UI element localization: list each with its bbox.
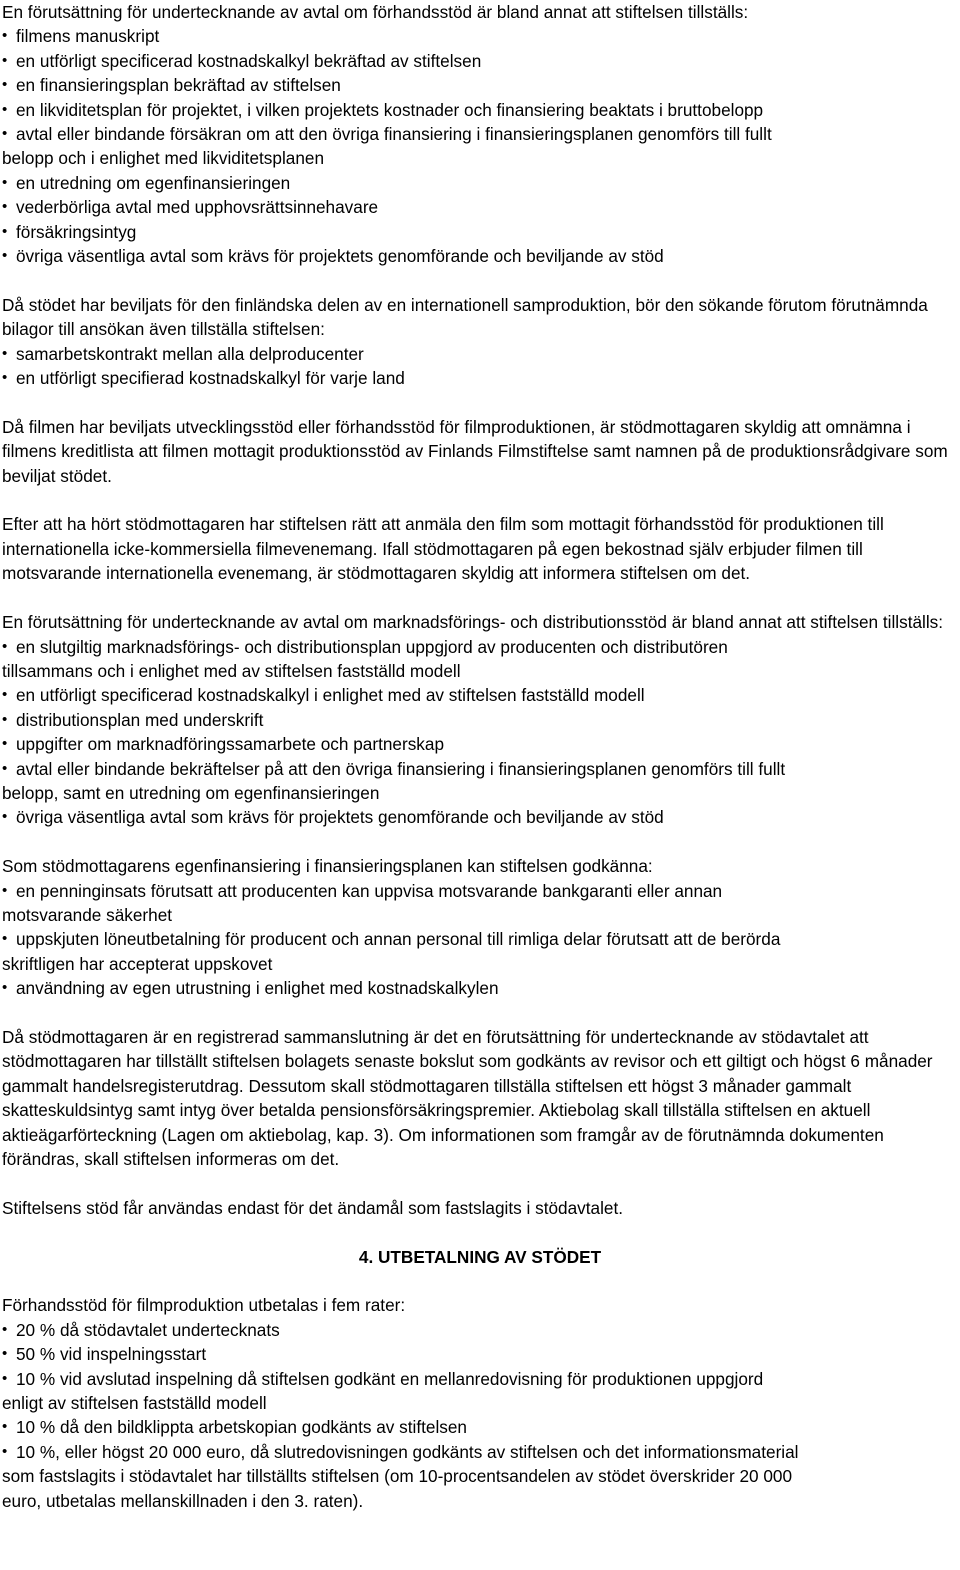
bullet-icon: • (2, 1369, 8, 1387)
paragraph-support-usage: Stiftelsens stöd får användas endast för det ändamål som fastslagits i stödavtalet. (2, 1197, 623, 1218)
list-item-continuation: motsvarande säkerhet (2, 904, 173, 925)
list-item: • en utförligt specifierad kostnadskalkyl för varje land (2, 366, 958, 390)
bullet-icon: • (2, 247, 8, 265)
bullet-icon: • (2, 735, 8, 753)
list-item: • samarbetskontrakt mellan alla delproducenter (2, 342, 958, 366)
bullet-icon: • (2, 51, 8, 69)
list-item-continuation: som fastslagits i stödavtalet har tillställts stiftelsen (om 10-procentsandelen av stödet överskrider 20 000 (2, 1466, 793, 1487)
bullet-icon: • (2, 881, 8, 899)
list-item: • en utförligt specificerad kostnadskalkyl i enlighet med av stiftelsen fastställd modell (2, 683, 958, 707)
list-item: • användning av egen utrustning i enlighet med kostnadskalkylen (2, 976, 958, 1000)
list-item: • 10 % då den bildklippta arbetskopian godkänts av stiftelsen (2, 1415, 958, 1439)
list-item: • försäkringsintyg (2, 220, 958, 244)
list-item: • vederbörliga avtal med upphovsrättsinnehavare (2, 195, 958, 219)
list-item: • filmens manuskript (2, 24, 958, 48)
bullet-icon: • (2, 222, 8, 240)
list-item-continuation: enligt av stiftelsen fastställd modell (2, 1393, 267, 1414)
bullet-icon: • (2, 173, 8, 191)
list-item: • 50 % vid inspelningsstart (2, 1342, 958, 1366)
list-item: • avtal eller bindande bekräftelser på att den övriga finansiering i finansieringsplanen genomförs till fullt (2, 757, 958, 781)
paragraph-marketing-intro: En förutsättning för undertecknande av avtal om marknadsförings- och distributionsstöd är bland annat att stiftelsen tillställs: (2, 612, 944, 633)
list-item: • övriga väsentliga avtal som krävs för projektets genomförande och beviljande av stöd (2, 244, 958, 268)
list-item-continuation: belopp, samt en utredning om egenfinansieringen (2, 782, 380, 803)
bullet-icon: • (2, 1345, 8, 1363)
list-item: • distributionsplan med underskrift (2, 708, 958, 732)
list-item: • uppskjuten löneutbetalning för producent och annan personal till rimliga delar förutsatt att de berörda (2, 927, 958, 951)
bullet-icon: • (2, 100, 8, 118)
bullet-icon: • (2, 637, 8, 655)
list-item: • uppgifter om marknadföringssamarbete och partnerskap (2, 732, 958, 756)
list-item-continuation: belopp och i enlighet med likviditetsplanen (2, 148, 324, 169)
bullet-icon: • (2, 686, 8, 704)
list-item-continuation: skriftligen har accepterat uppskovet (2, 953, 273, 974)
list-item: • 10 %, eller högst 20 000 euro, då slutredovisningen godkänts av stiftelsen och det informationsmaterial (2, 1440, 958, 1464)
list-item: • en likviditetsplan för projektet, i vilken projektets kostnader och finansiering beaktats i bruttobelopp (2, 98, 958, 122)
bullet-icon: • (2, 76, 8, 94)
bullet-icon: • (2, 1418, 8, 1436)
list-item: • 10 % vid avslutad inspelning då stiftelsen godkänt en mellanredovisning för produktionen uppgjord (2, 1367, 958, 1391)
list-item: • en penninginsats förutsatt att producenten kan uppvisa motsvarande bankgaranti eller annan (2, 879, 958, 903)
list-item-continuation: tillsammans och i enlighet med av stiftelsen fastställd modell (2, 660, 461, 681)
bullet-icon: • (2, 808, 8, 826)
list-item: • avtal eller bindande försäkran om att den övriga finansiering i finansieringsplanen genomförs till fullt (2, 122, 958, 146)
bullet-icon: • (2, 759, 8, 777)
list-item: • en slutgiltig marknadsförings- och distributionsplan uppgjord av producenten och distributören (2, 635, 958, 659)
list-item: • en utförligt specificerad kostnadskalkyl bekräftad av stiftelsen (2, 49, 958, 73)
bullet-icon: • (2, 198, 8, 216)
paragraph-registered-association: Då stödmottagaren är en registrerad sammanslutning är det en förutsättning för undertecknande av stödavtalet att stödmottagaren har tillställt stiftelsen bolagets senaste bokslut som godkänts av revisor och ett giltigt och högst 6 månader gammalt handelsregisterutdrag. Dessutom skall stödmottagaren tillställa stiftelsen ett högst 3 månader gammalt skatteskuldsintyg samt intyg över betalda pensionsförsäkringspremier. Aktiebolag skall tillställa stiftelsen en aktuell aktieägarförteckning (Lagen om aktiebolag, kap. 3). Om informationen som framgår av de förutnämnda dokumenten förändras, skall stiftelsen informeras om det. (2, 1026, 933, 1169)
bullet-icon: • (2, 1320, 8, 1338)
bullet-icon: • (2, 27, 8, 45)
bullet-icon: • (2, 979, 8, 997)
list-item: • övriga väsentliga avtal som krävs för projektets genomförande och beviljande av stöd (2, 805, 958, 829)
list-item: • en utredning om egenfinansieringen (2, 171, 958, 195)
paragraph-film-events: Efter att ha hört stödmottagaren har stiftelsen rätt att anmäla den film som mottagit förhandsstöd för produktionen till internationella icke-kommersiella filmevenemang. Ifall stödmottagaren på egen bekostnad själv erbjuder filmen till motsvarande internationella evenemang, är stödmottagaren skyldig att informera stiftelsen om det. (2, 514, 884, 584)
list-item: • en finansieringsplan bekräftad av stiftelsen (2, 73, 958, 97)
section-heading: 4. UTBETALNING AV STÖDET (358, 1246, 602, 1267)
paragraph-advance-support-intro: En förutsättning för undertecknande av avtal om förhandsstöd är bland annat att stiftelsen tillställs: (2, 2, 749, 22)
paragraph-credits: Då filmen har beviljats utvecklingsstöd eller förhandsstöd för filmproduktionen, är stödmottagaren skyldig att omnämna i filmens kreditlista att filmen mottagit produktionsstöd av Finlands Filmstiftelse samt namnen på de produktionsrådgivare som beviljat stödet. (2, 416, 948, 486)
list-item: • 20 % då stödavtalet undertecknats (2, 1318, 958, 1342)
bullet-icon: • (2, 369, 8, 387)
paragraph-payment-intro: Förhandsstöd för filmproduktion utbetalas i fem rater: (2, 1295, 406, 1316)
bullet-icon: • (2, 930, 8, 948)
list-item-continuation: euro, utbetalas mellanskillnaden i den 3. raten). (2, 1490, 364, 1511)
bullet-icon: • (2, 125, 8, 143)
paragraph-coproduction-intro: Då stödet har beviljats för den finländska delen av en internationell samproduktion, bör den sökande förutom förutnämnda bilagor till ansökan även tillställa stiftelsen: (2, 294, 928, 340)
bullet-icon: • (2, 344, 8, 362)
bullet-icon: • (2, 1442, 8, 1460)
bullet-icon: • (2, 710, 8, 728)
paragraph-self-financing-intro: Som stödmottagarens egenfinansiering i finansieringsplanen kan stiftelsen godkänna: (2, 856, 653, 877)
